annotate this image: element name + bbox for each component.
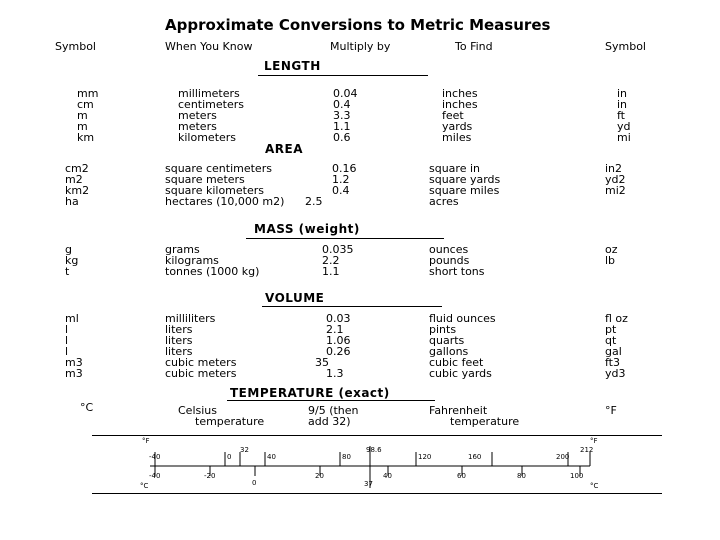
temperature-factor-line1: 9/5 (then xyxy=(308,404,359,417)
volume-result-symbol: yd3 xyxy=(605,367,626,380)
volume-result-unit: gallons xyxy=(429,345,469,358)
mass-result-unit: pounds xyxy=(429,254,470,267)
volume-result-symbol: fl oz xyxy=(605,312,628,325)
c-tick xyxy=(570,466,583,480)
svg-text:200: 200 xyxy=(556,453,570,461)
area-factor: 0.16 xyxy=(332,162,357,175)
volume-result-unit: pints xyxy=(429,323,457,336)
section-temperature-title: TEMPERATURE (exact) xyxy=(230,386,390,400)
temperature-symbol: °C xyxy=(80,401,94,414)
f-tick xyxy=(340,452,351,466)
svg-text:-20: -20 xyxy=(204,472,216,480)
page-title: Approximate Conversions to Metric Measures xyxy=(165,16,551,34)
mass-result-symbol: lb xyxy=(605,254,616,267)
temperature-result-line2: temperature xyxy=(450,415,520,428)
area-symbol: m2 xyxy=(65,173,83,186)
svg-text:120: 120 xyxy=(418,453,432,461)
area-symbol: km2 xyxy=(65,184,90,197)
volume-result-unit: fluid ounces xyxy=(429,312,496,325)
volume-factor: 1.06 xyxy=(326,334,351,347)
area-result-symbol: in2 xyxy=(605,162,623,175)
c-tick xyxy=(383,466,392,480)
mass-result-unit: ounces xyxy=(429,243,469,256)
c-tick xyxy=(204,466,215,480)
area-result-unit: square miles xyxy=(429,184,500,197)
mass-symbol: t xyxy=(65,265,70,278)
mass-unit: tonnes (1000 kg) xyxy=(165,265,260,278)
svg-text:40: 40 xyxy=(383,472,392,480)
length-factor: 0.6 xyxy=(333,131,351,144)
area-unit: square meters xyxy=(165,173,245,186)
volume-result-unit: cubic feet xyxy=(429,356,484,369)
area-factor: 1.2 xyxy=(332,173,350,186)
volume-unit: cubic meters xyxy=(165,367,237,380)
area-symbol: cm2 xyxy=(65,162,89,175)
volume-factor: 2.1 xyxy=(326,323,344,336)
section-volume-title: VOLUME xyxy=(265,291,325,305)
header-when-you-know: When You Know xyxy=(165,40,253,53)
length-unit: kilometers xyxy=(178,131,237,144)
length-symbol: km xyxy=(77,131,95,144)
mass-factor: 2.2 xyxy=(322,254,340,267)
area-result-unit: square in xyxy=(429,162,480,175)
volume-result-unit: cubic yards xyxy=(429,367,492,380)
f-tick xyxy=(265,452,276,466)
temperature-result-symbol: °F xyxy=(605,404,617,417)
volume-unit: milliliters xyxy=(165,312,216,325)
length-result-unit: yards xyxy=(442,120,473,133)
scale-f-unit-right: °F xyxy=(590,437,598,445)
length-symbol: m xyxy=(77,120,88,133)
length-result-symbol: mi xyxy=(617,131,631,144)
scale-c-unit-left: °C xyxy=(140,482,149,490)
volume-symbol: l xyxy=(65,345,69,358)
f-tick xyxy=(240,446,249,466)
volume-symbol: l xyxy=(65,334,69,347)
volume-symbol: l xyxy=(65,323,69,336)
c-tick xyxy=(315,466,324,480)
length-symbol: cm xyxy=(77,98,94,111)
volume-symbol: m3 xyxy=(65,367,83,380)
c-tick xyxy=(149,466,160,480)
volume-result-symbol: pt xyxy=(605,323,617,336)
f-tick xyxy=(468,452,492,466)
header-multiply-by: Multiply by xyxy=(330,40,391,53)
volume-factor: 0.26 xyxy=(326,345,351,358)
length-factor: 0.4 xyxy=(333,98,351,111)
length-unit: centimeters xyxy=(178,98,244,111)
volume-result-symbol: ft3 xyxy=(605,356,620,369)
svg-text:0: 0 xyxy=(227,453,232,461)
svg-text:20: 20 xyxy=(315,472,324,480)
scale-bottom-rule xyxy=(92,493,662,494)
svg-text:0: 0 xyxy=(252,479,257,487)
volume-unit: liters xyxy=(165,345,193,358)
mass-symbol: kg xyxy=(65,254,79,267)
length-result-unit: inches xyxy=(442,98,478,111)
volume-unit: liters xyxy=(165,334,193,347)
c-tick xyxy=(457,466,466,480)
svg-text:-40: -40 xyxy=(149,472,161,480)
volume-factor: 35 xyxy=(315,356,329,369)
length-unit: millimeters xyxy=(178,87,240,100)
area-result-unit: square yards xyxy=(429,173,501,186)
length-symbol: mm xyxy=(77,87,99,100)
mass-factor: 0.035 xyxy=(322,243,354,256)
svg-text:212: 212 xyxy=(580,446,594,454)
mass-unit: kilograms xyxy=(165,254,219,267)
c-tick xyxy=(517,466,526,480)
volume-symbol: ml xyxy=(65,312,79,325)
f-tick xyxy=(225,452,231,466)
volume-result-symbol: qt xyxy=(605,334,617,347)
length-unit: meters xyxy=(178,109,217,122)
length-result-symbol: yd xyxy=(617,120,631,133)
length-result-symbol: in xyxy=(617,98,628,111)
svg-text:160: 160 xyxy=(468,453,482,461)
volume-unit: liters xyxy=(165,323,193,336)
volume-factor: 1.3 xyxy=(326,367,344,380)
area-unit: hectares (10,000 m2) xyxy=(165,195,285,208)
mass-unit: grams xyxy=(165,243,200,256)
temperature-unit-line2: temperature xyxy=(195,415,265,428)
area-unit: square kilometers xyxy=(165,184,264,197)
c-tick xyxy=(252,466,256,487)
header-symbol-left: Symbol xyxy=(55,40,96,53)
temperature-factor-line2: add 32) xyxy=(308,415,351,428)
volume-symbol: m3 xyxy=(65,356,83,369)
area-result-symbol: mi2 xyxy=(605,184,626,197)
volume-factor: 0.03 xyxy=(326,312,351,325)
length-factor: 3.3 xyxy=(333,109,351,122)
svg-text:80: 80 xyxy=(342,453,351,461)
mass-result-symbol: oz xyxy=(605,243,618,256)
svg-text:98.6: 98.6 xyxy=(366,446,382,454)
scale-f-unit-left: °F xyxy=(142,437,150,445)
f-tick xyxy=(580,446,593,466)
section-length-title: LENGTH xyxy=(264,59,321,73)
f-tick xyxy=(556,452,569,466)
length-result-unit: inches xyxy=(442,87,478,100)
svg-text:40: 40 xyxy=(267,453,276,461)
volume-unit: cubic meters xyxy=(165,356,237,369)
section-mass-title: MASS (weight) xyxy=(254,222,360,236)
volume-result-unit: quarts xyxy=(429,334,465,347)
c-tick xyxy=(364,466,373,488)
length-factor: 0.04 xyxy=(333,87,358,100)
svg-text:100: 100 xyxy=(570,472,584,480)
f-tick xyxy=(149,452,160,466)
svg-text:-40: -40 xyxy=(149,453,161,461)
temperature-unit-line1: Celsius xyxy=(178,404,217,417)
length-symbol: m xyxy=(77,109,88,122)
f-tick xyxy=(416,452,431,466)
length-result-unit: feet xyxy=(442,109,464,122)
volume-result-symbol: gal xyxy=(605,345,622,358)
area-unit: square centimeters xyxy=(165,162,272,175)
area-symbol: ha xyxy=(65,195,79,208)
svg-text:80: 80 xyxy=(517,472,526,480)
scale-c-unit-right: °C xyxy=(590,482,599,490)
length-result-symbol: in xyxy=(617,87,628,100)
length-result-unit: miles xyxy=(442,131,472,144)
mass-result-unit: short tons xyxy=(429,265,485,278)
svg-text:32: 32 xyxy=(240,446,249,454)
header-to-find: To Find xyxy=(455,40,493,53)
length-result-symbol: ft xyxy=(617,109,625,122)
svg-text:37: 37 xyxy=(364,480,373,488)
section-area-title: AREA xyxy=(265,142,304,156)
svg-text:60: 60 xyxy=(457,472,466,480)
area-result-symbol: yd2 xyxy=(605,173,626,186)
area-factor: 0.4 xyxy=(332,184,350,197)
temperature-result-line1: Fahrenheit xyxy=(429,404,488,417)
length-factor: 1.1 xyxy=(333,120,351,133)
f-tick xyxy=(366,446,382,466)
mass-symbol: g xyxy=(65,243,72,256)
length-unit: meters xyxy=(178,120,217,133)
mass-factor: 1.1 xyxy=(322,265,340,278)
header-symbol-right: Symbol xyxy=(605,40,646,53)
area-factor: 2.5 xyxy=(305,195,323,208)
area-result-unit: acres xyxy=(429,195,459,208)
